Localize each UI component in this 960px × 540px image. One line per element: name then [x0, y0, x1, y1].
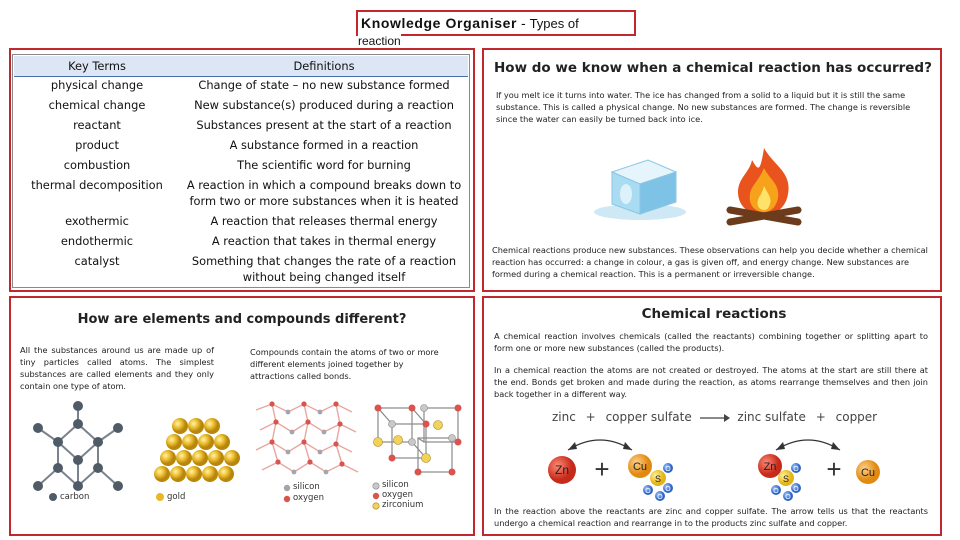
key-terms-header: Key Terms	[14, 56, 180, 77]
o-label: O	[657, 494, 663, 501]
reaction-atom-diagram	[540, 432, 890, 502]
term-cell: physical change	[50, 78, 144, 92]
physical-change-text: If you melt ice it turns into water. The ice has changed from a solid to a liquid but it is still the same substance. This is called a physical change. No new substances are formed. The change is reversible since the water can easily be turned back into ice.	[496, 90, 911, 124]
zn-label: Zn	[763, 461, 777, 473]
o-label: O	[793, 486, 799, 493]
plus-sign-atoms: +	[594, 454, 610, 484]
table-row	[14, 77, 468, 97]
table-row	[14, 137, 468, 157]
silicon-key-dot-icon	[283, 484, 291, 492]
s-label: S	[782, 474, 790, 484]
word-equation	[552, 410, 892, 430]
definition-cell: A reaction in which a compound breaks down to form two or more substances when it is heated	[186, 177, 462, 208]
o-label: O	[645, 488, 651, 495]
oxygen-key-dot-icon-b	[372, 492, 380, 500]
page-title: Knowledge Organiser - Types of	[356, 10, 636, 36]
reaction-arrow-icon	[700, 411, 730, 425]
term-cell: combustion	[63, 157, 131, 172]
oxygen-label: oxygen	[293, 493, 325, 503]
ice-cube-icon	[590, 148, 690, 224]
zirconium-label: zirconium	[382, 500, 424, 510]
term-cell: product	[75, 137, 119, 152]
o-label: O	[665, 466, 671, 473]
term-cell: reactant	[73, 117, 121, 132]
copper-atom-icon	[856, 460, 880, 484]
table-row	[14, 233, 468, 253]
reaction-explanation-text: In the reaction above the reactants are zinc and copper sulfate. The arrow tells us that the reactants undergo a chemical reaction and rearrange in to the products zinc sulfate and copper.	[494, 506, 928, 528]
plus-sign: +	[815, 410, 826, 424]
gold-key-dot-icon	[155, 492, 165, 502]
copper-sulfate-molecule-icon	[628, 454, 673, 501]
how-know-heading: How do we know when a chemical reaction has occurred?	[494, 60, 932, 76]
silicon-key-dot-icon-b	[372, 482, 380, 490]
term-cell: thermal decomposition	[31, 177, 163, 192]
table-row	[14, 97, 468, 117]
carbon-structure-icon	[18, 398, 138, 504]
reaction-definition-text: A chemical reaction involves chemicals (called the reactants) combining together or splitting apart to form one or more new substances (called the products).	[494, 331, 928, 353]
gold-structure-icon	[150, 412, 242, 492]
zinc-sulfate-molecule-icon	[758, 454, 801, 501]
campfire-icon	[716, 144, 812, 228]
elements-heading: How are elements and compounds different?	[77, 312, 407, 327]
silicon-label-b: silicon	[382, 480, 409, 490]
table-row	[14, 213, 468, 233]
product-copper: copper	[835, 410, 878, 424]
table-row	[14, 177, 468, 213]
reactant-copper-sulfate: copper sulfate	[605, 410, 692, 424]
definition-cell: Change of state – no new substance formed	[198, 78, 450, 92]
carbon-key-dot-icon	[48, 492, 58, 502]
table-row	[14, 253, 468, 287]
o-label: O	[793, 466, 799, 473]
definition-cell: Something that changes the rate of a reaction without being changed itself	[191, 253, 457, 284]
zircon-structure-icon	[368, 400, 468, 480]
gold-label: gold	[167, 492, 186, 502]
cu-label: Cu	[860, 467, 876, 479]
key-terms-table	[14, 56, 468, 287]
compounds-text: Compounds contain the atoms of two or more different elements joined together by attractions called bonds.	[250, 347, 439, 381]
definition-cell: The scientific word for burning	[237, 157, 411, 172]
reactant-zinc: zinc	[552, 410, 576, 424]
s-label: S	[654, 474, 662, 484]
zinc-atom-icon	[548, 456, 576, 484]
cu-label: Cu	[632, 461, 648, 473]
oxygen-label-b: oxygen	[382, 490, 414, 500]
definition-cell: New substance(s) produced during a reaction	[194, 97, 454, 112]
o-label: O	[773, 488, 779, 495]
o-label: O	[665, 486, 671, 493]
term-cell: endothermic	[60, 233, 134, 248]
product-zinc-sulfate: zinc sulfate	[737, 410, 806, 424]
definitions-header: Definitions	[180, 56, 468, 77]
table-row	[14, 157, 468, 177]
plus-sign-atoms: +	[826, 454, 842, 484]
zn-label: Zn	[554, 463, 570, 477]
plus-sign: +	[585, 410, 596, 424]
o-label: O	[785, 494, 791, 501]
oxygen-key-dot-icon	[283, 495, 291, 503]
carbon-label: carbon	[60, 492, 90, 502]
zirconium-key-dot-icon	[372, 502, 380, 510]
term-cell: exothermic	[65, 213, 129, 228]
term-cell: catalyst	[74, 253, 120, 268]
definition-cell: A substance formed in a reaction	[229, 137, 419, 152]
definition-cell: Substances present at the start of a reaction	[196, 117, 452, 132]
table-row	[14, 117, 468, 137]
definition-cell: A reaction that releases thermal energy	[210, 213, 438, 228]
definition-cell: A reaction that takes in thermal energy	[211, 233, 437, 248]
silicon-oxygen-structure-icon	[252, 398, 364, 478]
atoms-conserved-text: In a chemical reaction the atoms are not created or destroyed. The atoms at the start are still there at the end. Bonds get broken and made during the reaction, as atoms rearrange themselves and then join back together in a different way.	[494, 365, 928, 399]
term-cell: chemical change	[48, 97, 146, 112]
elements-text: All the substances around us are made up of tiny particles called atoms. The simplest substances are called elements and they only contain one type of atom.	[20, 345, 214, 391]
page-title-continued: reaction	[358, 34, 401, 48]
silicon-label: silicon	[293, 482, 320, 492]
chemical-change-text: Chemical reactions produce new substances. These observations can help you decide whether a chemical reaction has occurred: a change in colour, a gas is given off, and energy change. New substances are formed during a chemical reaction. This is a permanent or irreversible change.	[492, 245, 928, 279]
table-header-row	[14, 56, 468, 77]
chemical-reactions-heading: Chemical reactions	[641, 306, 787, 322]
